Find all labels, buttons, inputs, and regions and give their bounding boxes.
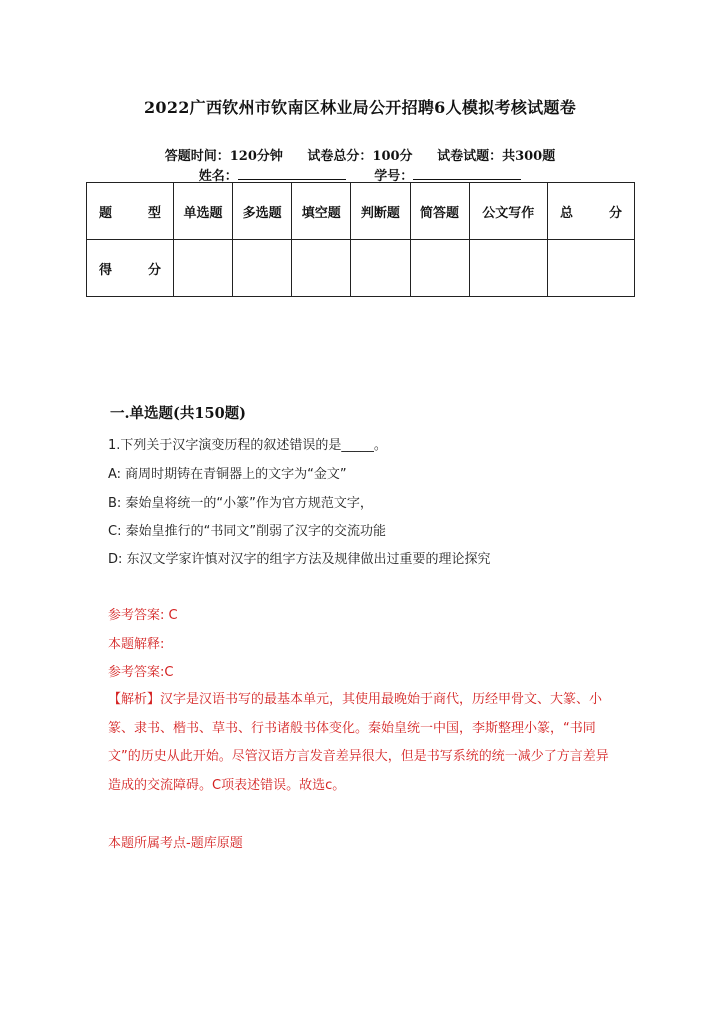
score-cell [410, 240, 469, 297]
col-total: 总 分 [548, 183, 635, 240]
score-cell [548, 240, 635, 297]
reference-answer-2: 参考答案:C [108, 665, 174, 680]
option-b: B: 秦始皇将统一的“小篆”作为官方规范文字， [108, 496, 373, 511]
exam-time: 答题时间：120分钟 [164, 149, 283, 164]
col-official-writing: 公文写作 [469, 183, 547, 240]
option-a: A: 商周时期铸在青铜器上的文字为“金文” [108, 467, 347, 482]
score-cell [174, 240, 233, 297]
exam-question-count: 试卷试题：共300题 [437, 149, 556, 164]
exam-total-score: 试卷总分：100分 [307, 149, 413, 164]
analysis [108, 686, 618, 800]
col-multi-choice: 多选题 [233, 183, 292, 240]
score-cell [292, 240, 351, 297]
col-short-answer: 简答题 [410, 183, 469, 240]
score-table-header-row [87, 183, 635, 240]
option-d: D: 东汉文学家许慎对汉字的组字方法及规律做出过重要的理论探究 [108, 552, 491, 567]
score-cell [233, 240, 292, 297]
explanation-label: 本题解释: [108, 637, 165, 652]
option-c: C: 秦始皇推行的“书同文”削弱了汉字的交流功能 [108, 524, 387, 539]
analysis-text: 汉字是汉语书写的最基本单元，其使用最晚始于商代，历经甲骨文、大篆、小篆、隶书、楷书、草书、行书诸般书体变化。秦始皇统一中国，李斯整理小篆，“书同文”的历史从此开始。尽管汉语方言发音差异很大，但是书写系统的统一减少了方言差异造成的交流障碍。C项表述错误。故选c。 [108, 692, 609, 793]
name-label: 姓名： [198, 169, 238, 184]
score-cell [351, 240, 410, 297]
col-true-false: 判断题 [351, 183, 410, 240]
row-head-type: 题 型 [87, 183, 174, 240]
name-blank [238, 167, 346, 180]
reference-answer: 参考答案: C [108, 608, 178, 623]
page-title: 2022广西钦州市钦南区林业局公开招聘6人模拟考核试题卷 [143, 98, 577, 117]
section-title: 一.单选题(共150题) [110, 405, 247, 422]
col-single-choice: 单选题 [174, 183, 233, 240]
score-cell [469, 240, 547, 297]
score-table-score-row [87, 240, 635, 297]
question-stem: 1.下列关于汉字演变历程的叙述错误的是_____。 [108, 438, 387, 453]
row-head-score: 得 分 [87, 240, 174, 297]
id-label: 学号： [374, 169, 414, 184]
question-source: 本题所属考点-题库原题 [108, 836, 243, 851]
col-fill-blank: 填空题 [292, 183, 351, 240]
exam-meta [0, 145, 720, 164]
score-table [86, 182, 635, 297]
id-blank [413, 167, 521, 180]
analysis-tag: 【解析】 [108, 692, 161, 707]
